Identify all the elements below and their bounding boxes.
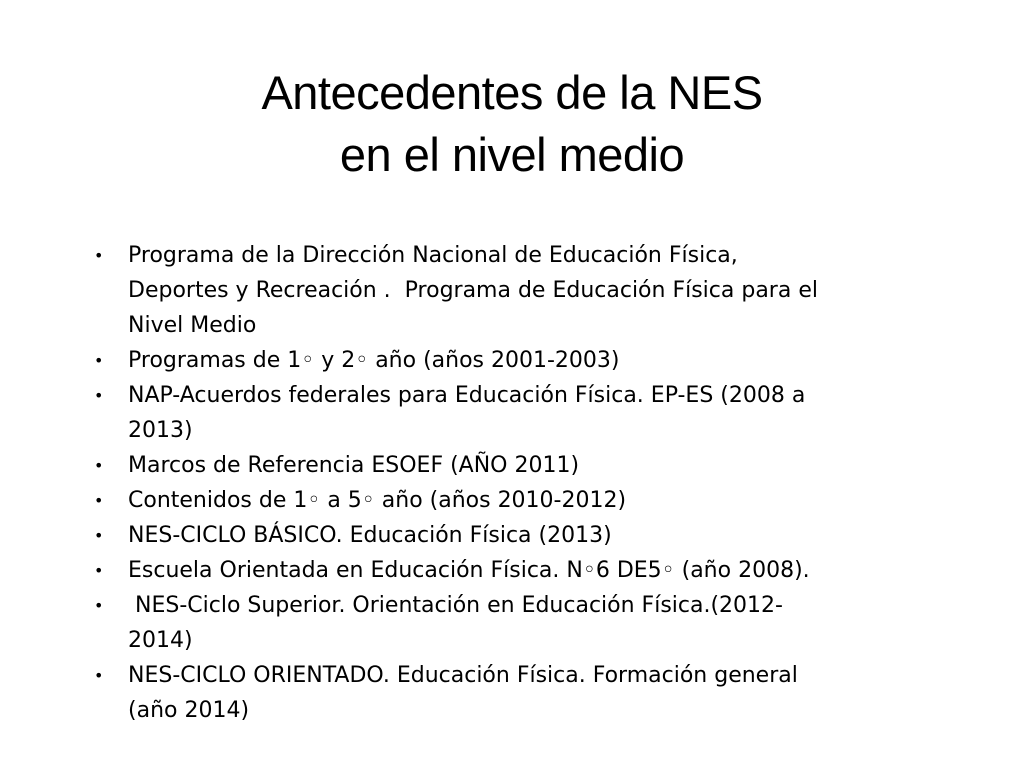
bullet-text: NES-Ciclo Superior. Orientación en Educación Física.(2012- 2014) — [128, 593, 783, 653]
bullet-text: NES-CICLO BÁSICO. Educación Física (2013) — [128, 523, 612, 548]
bullet-icon: • — [94, 596, 104, 615]
bullet-icon: • — [94, 666, 104, 685]
bullet-item — [92, 553, 952, 588]
bullet-text: Marcos de Referencia ESOEF (AÑO 2011) — [128, 453, 580, 478]
bullet-item — [92, 658, 952, 728]
bullet-item — [92, 518, 952, 553]
bullet-text: Escuela Orientada en Educación Física. N◦6 DE5◦ (año 2008). — [128, 558, 810, 583]
bullet-item — [92, 483, 952, 518]
bullet-text: Programa de la Dirección Nacional de Educación Física, Deportes y Recreación . Programa de Educación Física para el Nivel Medio — [128, 243, 818, 338]
bullet-icon: • — [94, 456, 104, 475]
bullet-text: Contenidos de 1◦ a 5◦ año (años 2010-2012) — [128, 488, 627, 513]
bullet-icon: • — [94, 526, 104, 545]
slide-title — [0, 62, 1024, 186]
bullet-text: NAP-Acuerdos federales para Educación Física. EP-ES (2008 a 2013) — [128, 383, 806, 443]
bullet-item — [92, 448, 952, 483]
bullet-item — [92, 588, 952, 658]
bullet-icon: • — [94, 491, 104, 510]
bullet-icon: • — [94, 351, 104, 370]
bullet-text: Programas de 1◦ y 2◦ año (años 2001-2003) — [128, 348, 620, 373]
slide-title-line-2: en el nivel medio — [339, 128, 685, 181]
bullet-item — [92, 378, 952, 448]
bullet-icon: • — [94, 386, 104, 405]
bullet-list — [92, 238, 952, 728]
bullet-item — [92, 343, 952, 378]
bullet-icon: • — [94, 246, 104, 265]
slide-title-line-1: Antecedentes de la NES — [261, 66, 763, 119]
bullet-icon: • — [94, 561, 104, 580]
bullet-text: NES-CICLO ORIENTADO. Educación Física. Formación general (año 2014) — [128, 663, 798, 723]
bullet-item — [92, 238, 952, 343]
